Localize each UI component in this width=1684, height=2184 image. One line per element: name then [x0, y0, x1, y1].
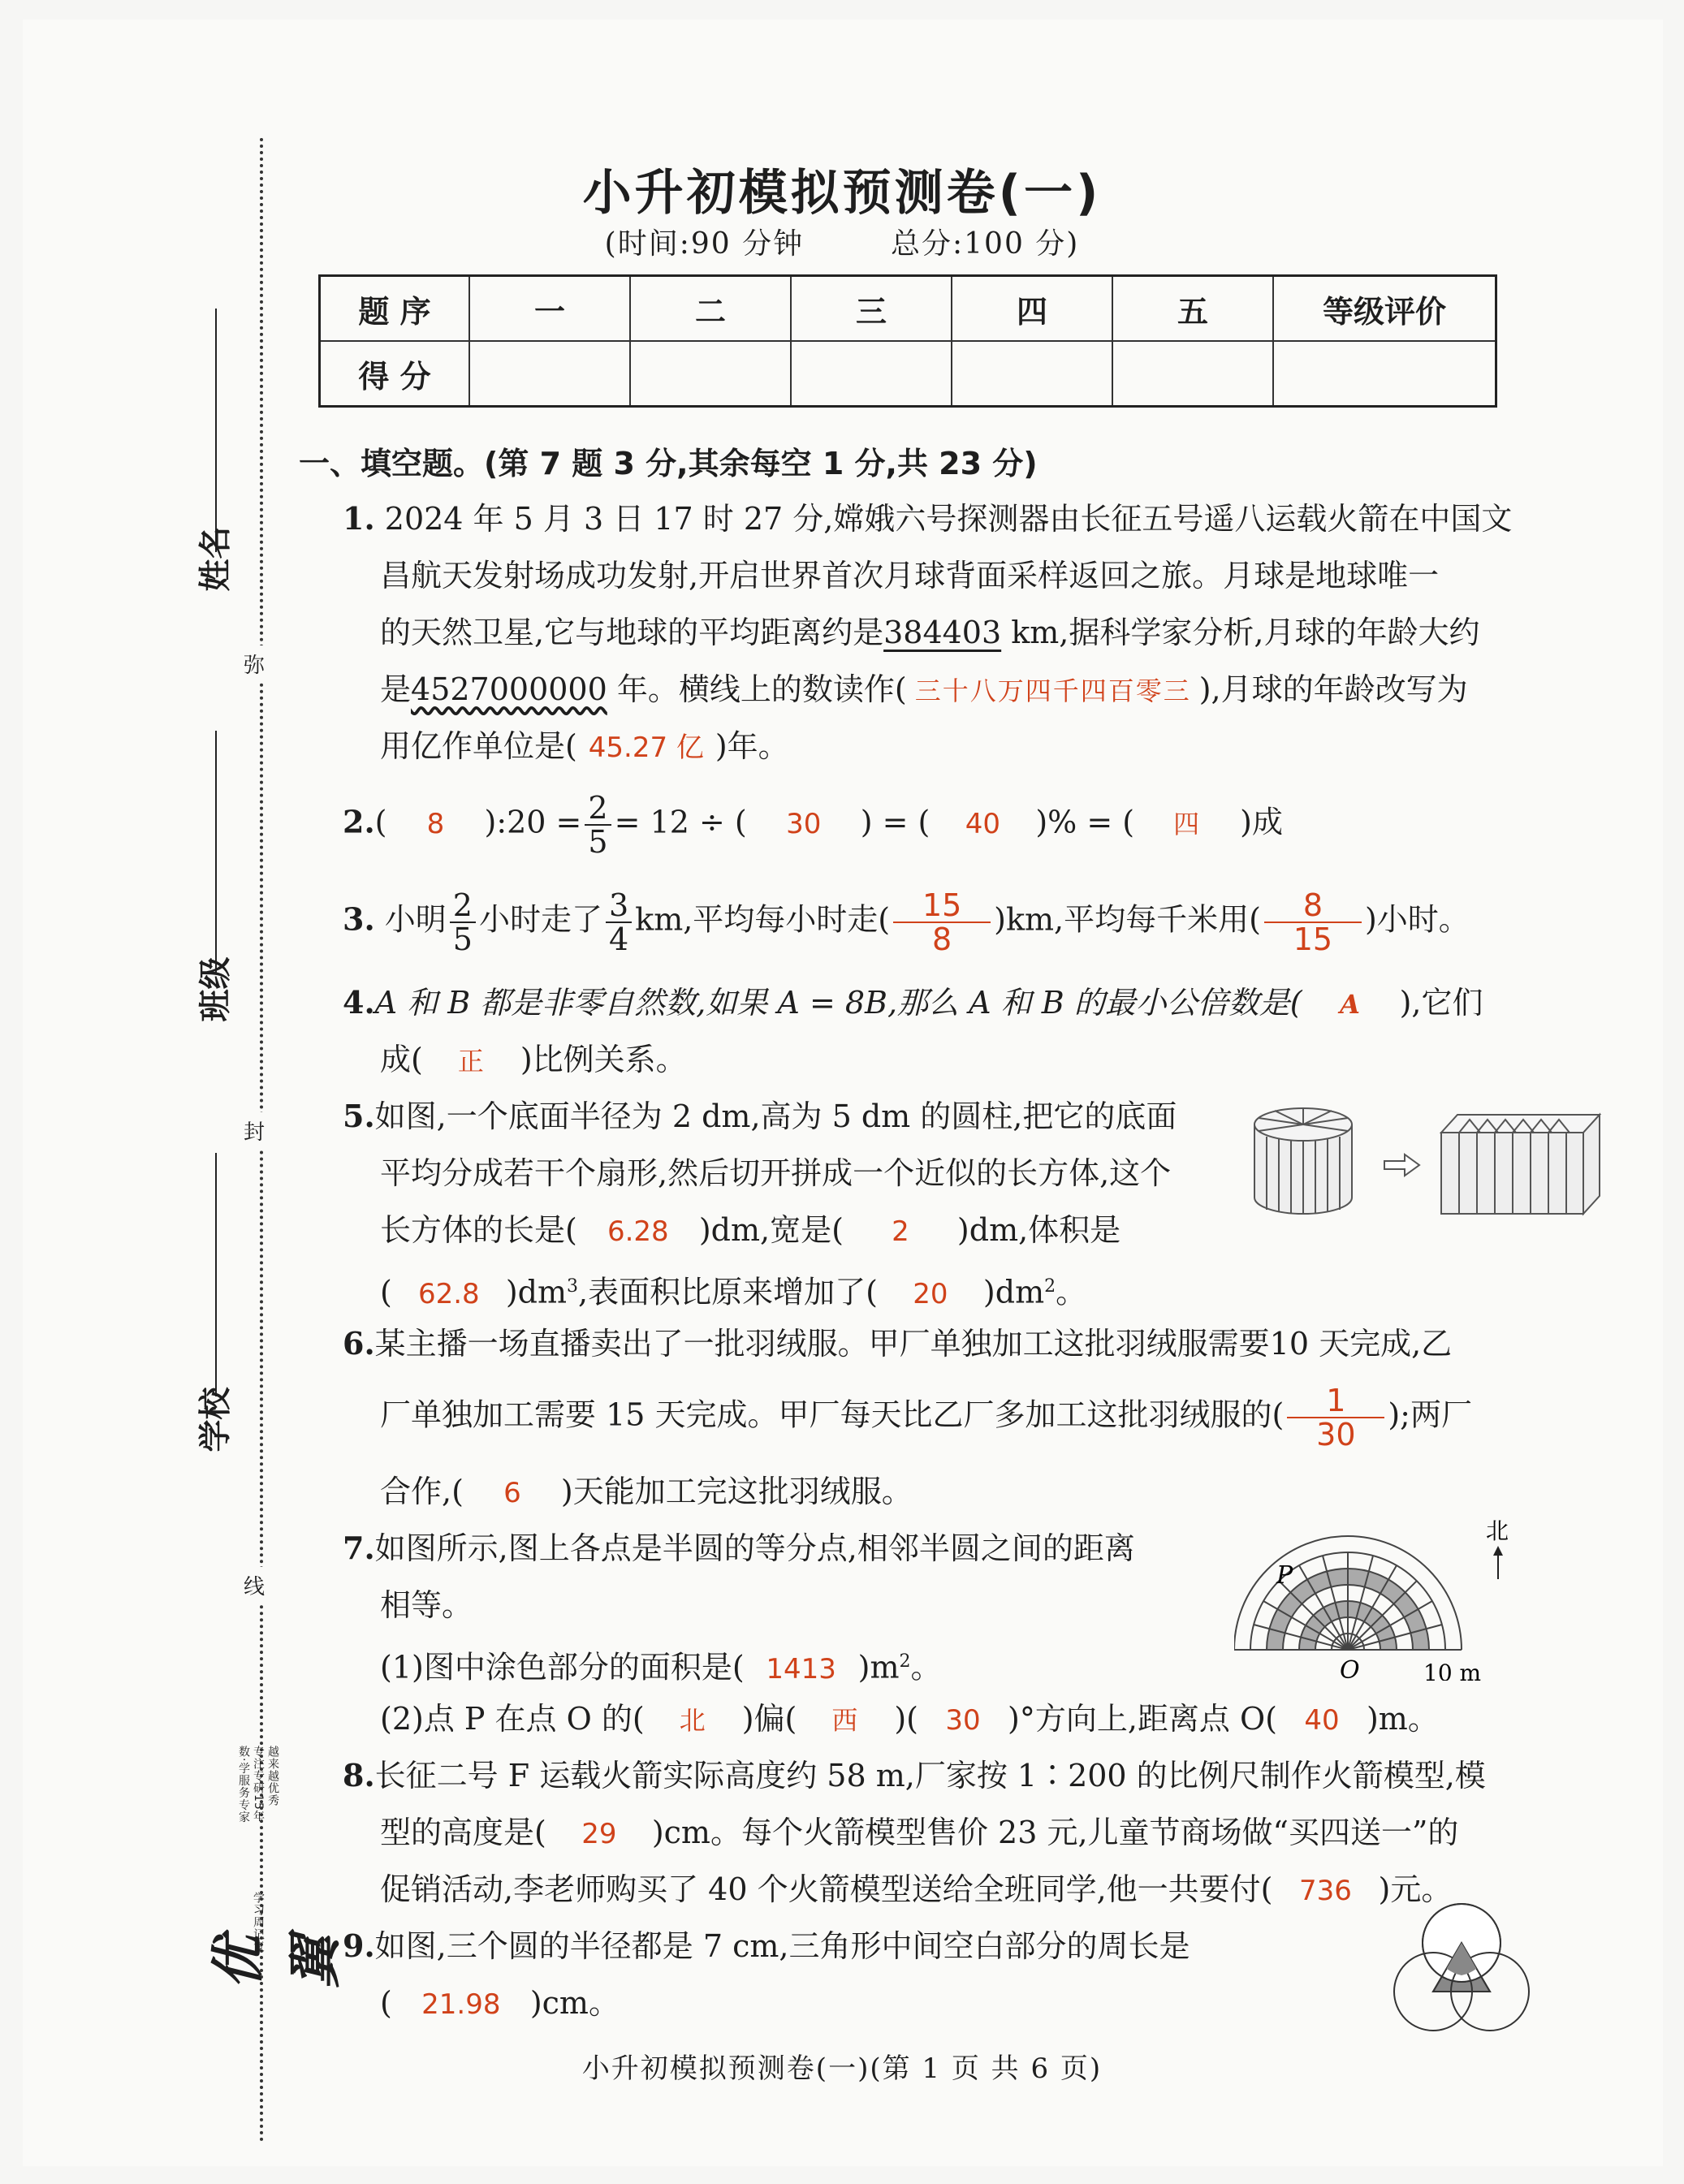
q9-text: (	[380, 1985, 392, 2021]
q2-text: )成	[1240, 804, 1283, 840]
fraction-denominator: 8	[932, 922, 952, 957]
q2-text: ) = (	[860, 804, 931, 840]
q8-line-2	[380, 1804, 1458, 1862]
section-title: 一、填空题。(第 7 题 3 分,其余每空 1 分,共 23 分)	[299, 446, 1038, 481]
score-cell[interactable]	[791, 341, 952, 407]
q7-text: )m。	[1366, 1701, 1439, 1737]
q5-line-4	[380, 1258, 1086, 1323]
superscript: 2	[1044, 1276, 1056, 1297]
q6-answer-1[interactable]	[1287, 1384, 1384, 1451]
q1-age-number: 4527000000	[411, 671, 607, 707]
q7-text: )°方向上,距离点 O(	[1008, 1701, 1277, 1737]
fraction-denominator: 15	[1293, 922, 1333, 957]
scale-label: 10 m	[1423, 1660, 1482, 1681]
brand-name: 优翼	[207, 1936, 347, 1989]
q6-text: );两厂	[1388, 1396, 1472, 1433]
q3-answer-1[interactable]	[893, 889, 991, 956]
brand-tagline-3: 越来越优秀	[266, 1746, 279, 1806]
q2-fraction	[585, 792, 611, 858]
q3-fraction-1	[450, 889, 476, 956]
q7-text: )(	[894, 1701, 919, 1737]
q6-text: )天能加工完这批羽绒服。	[560, 1474, 913, 1509]
point-p-label: P	[1276, 1561, 1293, 1590]
q4-text: 成(	[380, 1042, 423, 1077]
q4-answer-1[interactable]: A	[1340, 989, 1362, 1020]
q9-answer-1[interactable]: 21.98	[421, 1988, 501, 2021]
q6-text: 某主播一场直播卖出了一批羽绒服。甲厂单独加工这批羽绒服需要10 天完成,乙	[374, 1326, 1453, 1362]
q5-text: )dm,体积是	[956, 1212, 1121, 1248]
score-cell[interactable]	[1273, 341, 1496, 407]
q2-text: ):20 =	[484, 804, 582, 840]
q7-text: 。	[910, 1649, 942, 1685]
q1-text: 年。横线上的数读作(	[607, 671, 907, 707]
fraction-denominator: 30	[1316, 1417, 1356, 1452]
q7-number: 7.	[343, 1530, 375, 1566]
q7-text: 如图所示,图上各点是半圆的等分点,相邻半圆之间的距离	[374, 1530, 1135, 1566]
point-o-label: O	[1340, 1656, 1360, 1681]
q8-line-3	[380, 1861, 1452, 1919]
q7-line-4	[380, 1690, 1439, 1749]
q5-text: )dm	[982, 1274, 1045, 1310]
seal-char-mi: 弥	[244, 645, 265, 682]
q4-number: 4.	[343, 984, 375, 1021]
q9-line-1	[343, 1918, 1190, 1975]
q8-text: )元。	[1378, 1871, 1453, 1907]
score-table-header: 等级评价	[1273, 276, 1496, 342]
fraction-numerator: 2	[450, 889, 476, 923]
school-label: 学校	[196, 1387, 235, 1452]
q7-line-2: 相等。	[380, 1587, 473, 1623]
q4-text: A 和 B 都是非零自然数,如果 A = 8B,那么 A 和 B 的最小公倍数是(	[374, 985, 1302, 1021]
q7-answer-1[interactable]: 1413	[766, 1652, 836, 1685]
q8-text: )cm。每个火箭模型售价 23 元,儿童节商场做“买四送一”的	[651, 1815, 1459, 1850]
q9-line-2	[380, 1975, 620, 2033]
q9-three-circles-figure	[1364, 1888, 1559, 2062]
fraction-numerator: 15	[893, 889, 991, 923]
fraction-denominator: 5	[452, 922, 473, 957]
q3-text: 小明	[384, 901, 447, 938]
north-arrowhead-icon	[1493, 1546, 1503, 1556]
q5-answer-1[interactable]: 6.28	[607, 1215, 669, 1248]
score-cell[interactable]	[1112, 341, 1273, 407]
fraction-numerator: 2	[585, 792, 611, 826]
score-row-label: 得 分	[320, 341, 470, 407]
north-label: 北	[1486, 1517, 1509, 1544]
semicircle-diagram	[1234, 1536, 1462, 1650]
q9-number: 9.	[343, 1927, 375, 1964]
q6-answer-2[interactable]: 6	[503, 1477, 521, 1509]
q1-text: ),月球的年龄改写为	[1198, 671, 1468, 707]
fraction-denominator: 4	[608, 922, 629, 957]
cylinder-icon	[1254, 1108, 1352, 1214]
school-blank-line	[215, 1153, 217, 1396]
seal-char-xian: 线	[244, 1567, 265, 1603]
q1-answer-1[interactable]: 三十八万四千四百零三	[914, 675, 1191, 706]
score-table	[318, 274, 1497, 408]
brand-tagline-1: 数·学服务专家	[237, 1746, 250, 1824]
q1-text: km,据科学家分析,月球的年龄大约	[1001, 615, 1480, 650]
q7-answer-5[interactable]: 40	[1304, 1704, 1340, 1737]
q1-answer-2[interactable]: 45.27 亿	[588, 732, 704, 764]
q3-fraction-2	[606, 889, 632, 956]
q7-answer-2[interactable]: 北	[679, 1705, 707, 1736]
q2-answer-2[interactable]: 30	[786, 807, 822, 840]
q1-line-5	[380, 718, 789, 776]
brand-tagline-4: 学习周记复	[252, 1892, 265, 1953]
time-info: (时间:90 分钟	[604, 227, 805, 261]
q5-answer-4[interactable]: 20	[913, 1277, 948, 1310]
q5-number: 5.	[343, 1098, 375, 1134]
q8-answer-2[interactable]: 736	[1299, 1875, 1352, 1907]
arrow-right-icon	[1384, 1155, 1419, 1176]
score-table-header: 三	[791, 276, 952, 342]
brand-logo	[195, 1746, 347, 1989]
superscript: 2	[899, 1651, 911, 1672]
q2-answer-4[interactable]: 四	[1173, 808, 1202, 840]
q5-text: (	[380, 1274, 392, 1310]
q6-text: 厂单独加工需要 15 天完成。甲厂每天比乙厂多加工这批羽绒服的(	[380, 1396, 1285, 1433]
q2-text: )% = (	[1035, 804, 1135, 840]
q2-line	[343, 792, 1283, 858]
page-footer: 小升初模拟预测卷(一)(第 1 页 共 6 页)	[581, 2052, 1103, 2085]
q1-distance-number: 384403	[883, 615, 1002, 650]
q5-text: ,表面积比原来增加了(	[578, 1274, 878, 1310]
q7-answer-4[interactable]: 30	[945, 1704, 981, 1737]
q5-line-2: 平均分成若干个扇形,然后切开拼成一个近似的长方体,这个	[380, 1155, 1172, 1191]
name-blank-line	[215, 309, 217, 552]
score-table-header: 题 序	[320, 276, 470, 342]
q6-number: 6.	[343, 1325, 375, 1362]
q1-line-3	[380, 604, 1479, 661]
total-score-info: 总分:100 分)	[891, 227, 1080, 261]
q4-answer-2[interactable]: 正	[457, 1046, 486, 1077]
q3-text: 小时走了	[478, 901, 602, 938]
exam-subtitle	[0, 221, 1684, 262]
q3-line	[343, 889, 1470, 956]
q5-line-1	[343, 1088, 1177, 1145]
q1-text: 的天然卫星,它与地球的平均距离约是	[380, 615, 884, 650]
q5-answer-2[interactable]: 2	[892, 1215, 909, 1248]
q5-text: 长方体的长是(	[380, 1212, 577, 1248]
q8-answer-1[interactable]: 29	[581, 1818, 617, 1850]
q1-line-4	[380, 661, 1468, 719]
score-cell[interactable]	[952, 341, 1112, 407]
name-label: 姓名	[196, 526, 235, 592]
q3-number: 3.	[343, 900, 375, 938]
score-table-header: 一	[469, 276, 630, 342]
brand-tagline-2: 专注专研15年	[252, 1746, 265, 1823]
q5-cylinder-figure	[1250, 1100, 1608, 1222]
q1-text: 是	[380, 671, 412, 707]
q2-answer-3[interactable]: 40	[965, 807, 1000, 840]
fraction-denominator: 5	[588, 824, 608, 860]
q7-text: (1)图中涂色部分的面积是(	[380, 1649, 745, 1685]
q2-text: = 12 ÷ (	[614, 804, 747, 840]
score-table-header: 二	[630, 276, 791, 342]
q1-line-2: 昌航天发射场成功发射,开启世界首次月球背面采样返回之旅。月球是地球唯一	[380, 558, 1440, 593]
q4-line-1	[343, 974, 1483, 1033]
q6-line-1	[343, 1315, 1452, 1372]
q7-text: )m	[857, 1649, 900, 1685]
score-cell[interactable]	[630, 341, 791, 407]
q6-line-3	[380, 1463, 913, 1521]
fraction-numerator: 8	[1264, 889, 1362, 923]
q7-line-3	[380, 1634, 942, 1698]
exam-title: 小升初模拟预测卷(一)	[582, 165, 1102, 222]
q6-text: 合作,(	[380, 1474, 464, 1509]
q9-text: 如图,三个圆的半径都是 7 cm,三角形中间空白部分的周长是	[374, 1928, 1190, 1964]
q4-line-2	[380, 1031, 687, 1090]
q2-number: 2.	[343, 803, 375, 840]
q8-line-1	[343, 1747, 1486, 1804]
q5-text: )dm	[505, 1274, 568, 1310]
q1-number: 1.	[343, 500, 375, 537]
q3-text: )km,平均每千米用(	[994, 901, 1261, 938]
superscript: 3	[567, 1276, 579, 1297]
seal-char-feng: 封	[244, 1112, 265, 1149]
q8-text: 长征二号 F 运载火箭实际高度约 58 m,厂家按 1∶200 的比例尺制作火箭模型,模	[374, 1758, 1486, 1793]
q9-text: )cm。	[529, 1985, 620, 2021]
q8-number: 8.	[343, 1757, 375, 1793]
class-label: 班级	[196, 956, 235, 1022]
q4-text: ),它们	[1399, 985, 1483, 1021]
q2-answer-1[interactable]: 8	[426, 807, 445, 840]
score-cell[interactable]	[469, 341, 630, 407]
q1-text: 用亿作单位是(	[380, 728, 577, 764]
q5-line-3	[380, 1202, 1121, 1260]
q8-text: 型的高度是(	[380, 1815, 546, 1850]
q7-semicircle-figure	[1234, 1510, 1575, 1681]
q5-text: 如图,一个底面半径为 2 dm,高为 5 dm 的圆柱,把它的底面	[374, 1098, 1177, 1134]
q1-text: 2024 年 5 月 3 日 17 时 27 分,嫦娥六号探测器由长征五号遥八运载火箭在中国文	[384, 501, 1513, 537]
q4-text: )比例关系。	[520, 1042, 687, 1077]
q1-text: )年。	[715, 728, 789, 764]
q6-line-2	[380, 1384, 1472, 1451]
score-table-header: 五	[1112, 276, 1273, 342]
score-table-header: 四	[952, 276, 1112, 342]
q5-text: )dm,宽是(	[698, 1212, 844, 1248]
q7-text: )偏(	[741, 1701, 797, 1737]
q2-text: (	[374, 804, 387, 840]
cuboid-icon	[1441, 1115, 1600, 1214]
q3-answer-2[interactable]	[1264, 889, 1362, 956]
fraction-numerator: 1	[1287, 1384, 1384, 1418]
fraction-numerator: 3	[606, 889, 632, 923]
q3-text: )小时。	[1364, 901, 1470, 938]
q3-text: km,平均每小时走(	[635, 901, 891, 938]
q7-line-1	[343, 1520, 1135, 1577]
q7-answer-3[interactable]: 西	[831, 1705, 860, 1736]
q7-text: (2)点 P 在点 O 的(	[380, 1701, 645, 1737]
q5-answer-3[interactable]: 62.8	[417, 1277, 480, 1310]
q8-text: 促销活动,李老师购买了 40 个火箭模型送给全班同学,他一共要付(	[380, 1871, 1273, 1907]
q5-text: 。	[1056, 1274, 1087, 1310]
class-blank-line	[215, 731, 217, 974]
q1-line-1	[343, 490, 1512, 547]
